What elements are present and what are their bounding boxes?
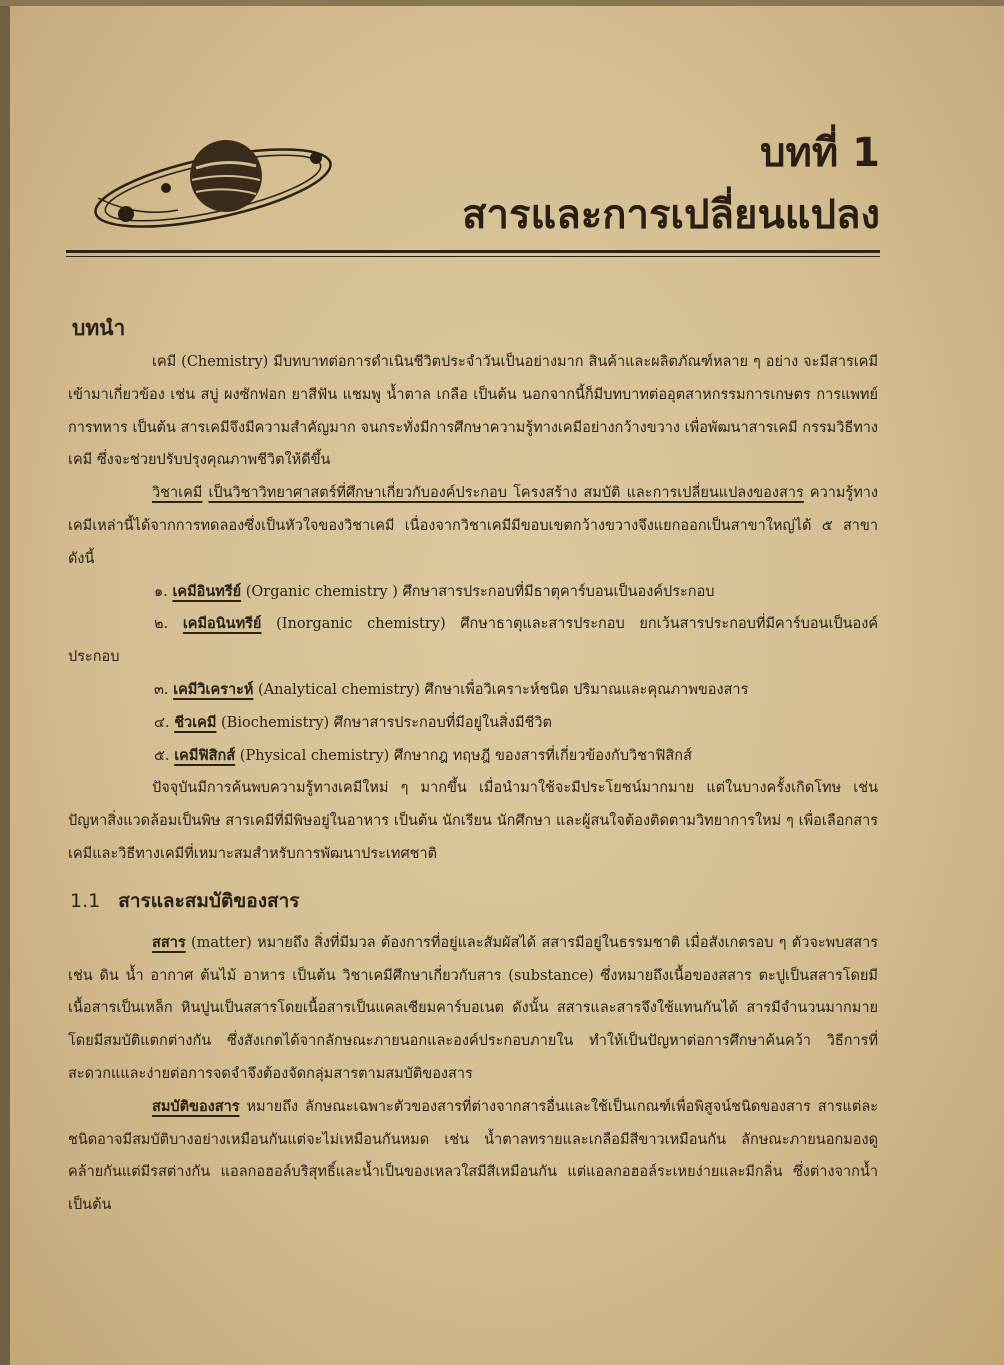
chapter-number: บทที่ 1 <box>760 130 880 176</box>
branch-number: ๕. <box>154 747 170 764</box>
matter-paragraph <box>68 927 878 1091</box>
branch-item <box>68 707 878 740</box>
branch-item <box>68 576 878 609</box>
property-paragraph <box>68 1091 878 1222</box>
page-edge <box>0 0 10 1365</box>
page-edge-top <box>0 0 1004 6</box>
branch-number: ๑. <box>154 583 168 600</box>
intro-paragraph-1: เคมี (Chemistry) มีบทบาทต่อการดำเนินชีวิตประจำวันเป็นอย่างมาก สินค้าและผลิตภัณฑ์หลาย ๆ อย่าง จะมีสารเคมีเข้ามาเกี่ยวข้อง เช่น สบู่ ผงซักฟอก ยาสีฟัน แชมพู น้ำตาล เกลือ เป็นต้น นอกจากนี้ก็มีบทบาทต่ออุตสาหกรรมการเกษตร การแพทย์ การทหาร เป็นต้น สารเคมีจึงมีความสำคัญมาก จนกระทั่งมีการศึกษาความรู้ทางเคมีอย่างกว้างขวาง เพื่อพัฒนาสารเคมี กรรมวิธีทางเคมี ซึ่งจะช่วยปรับปรุงคุณภาพชีวิตให้ดีขึ้น <box>68 354 878 469</box>
branch-desc: (Biochemistry) ศึกษาสารประกอบที่มีอยู่ในสิ่งมีชีวิต <box>221 714 552 731</box>
intro-paragraph-2 <box>68 477 878 575</box>
term-matter: สสาร <box>152 933 186 951</box>
branch-name: เคมีอินทรีย์ <box>172 582 242 600</box>
branch-desc: (Organic chemistry ) ศึกษาสารประกอบที่มีธาตุคาร์บอนเป็นองค์ประกอบ <box>245 583 715 600</box>
section-heading <box>70 881 878 921</box>
term-property: สมบัติของสาร <box>152 1097 240 1115</box>
branch-desc: (Physical chemistry) ศึกษากฎ ทฤษฎี ของสารที่เกี่ยวข้องกับวิชาฟิสิกส์ <box>239 747 692 764</box>
body-text <box>68 346 878 1222</box>
intro-heading: บทนำ <box>72 316 126 340</box>
branch-item <box>68 740 878 773</box>
branch-desc: (Analytical chemistry) ศึกษาเพื่อวิเคราะห์ชนิด ปริมาณและคุณภาพของสาร <box>258 681 749 698</box>
branch-name: เคมีอนินทรีย์ <box>182 615 262 633</box>
property-paragraph-text: หมายถึง ลักษณะเฉพาะตัวของสารที่ต่างจากสารอื่นและใช้เป็นเกณฑ์เพื่อพิสูจน์ชนิดของสาร สารแต่ละชนิดอาจมีสมบัติบางอย่างเหมือนกันแต่จะไม่เหมือนกันหมด เช่น น้ำตาลทรายและเกลือมีสีขาวเหมือนกัน ลักษณะภายนอกมองดูคล้ายกันแต่มีรสต่างกัน แอลกอฮอล์บริสุทธิ์และน้ำเป็นของเหลวใสมีสีเหมือนกัน แต่แอลกอฮอล์ระเหยง่ายและมีกลิ่น ซึ่งต่างจากน้ำ เป็นต้น <box>68 1098 878 1214</box>
branch-name: เคมีฟิสิกส์ <box>174 746 236 764</box>
branch-item <box>68 674 878 707</box>
term-chemistry: วิชาเคมี <box>152 485 203 502</box>
section-number: 1.1 <box>70 889 101 912</box>
intro-paragraph-3: ปัจจุบันมีการค้นพบความรู้ทางเคมีใหม่ ๆ มากขึ้น เมื่อนำมาใช้จะมีประโยชน์มากมาย แต่ในบางครั้งเกิดโทษ เช่น ปัญหาสิ่งแวดล้อมเป็นพิษ สารเคมีที่มีพิษอยู่ในอาหาร เป็นต้น นักเรียน นักศึกษา และผู้สนใจต้องติดตามวิทยาการใหม่ ๆ เพื่อเลือกสารเคมีและวิธีทางเคมีที่เหมาะสมสำหรับการพัฒนาประเทศชาติ <box>68 780 878 862</box>
branch-name: ชีวเคมี <box>174 713 217 731</box>
planet-orbit-icon <box>78 128 348 238</box>
branch-desc: (Inorganic chemistry) ศึกษาธาตุและสารประกอบ ยกเว้นสารประกอบที่มีคาร์บอนเป็นองค์ประกอบ <box>68 616 879 666</box>
branch-number: ๔. <box>154 714 170 731</box>
intro-paragraph-2-rest: ความรู้ทางเคมีเหล่านี้ได้จากการทดลองซึ่งเป็นหัวใจของวิชาเคมี เนื่องจากวิชาเคมีมีขอบเขตกว้างขวางจึงแยกออกเป็นสาขาใหญ่ได้ ๕ สาขา ดังนี้ <box>68 485 879 567</box>
section-title: สารและสมบัติของสาร <box>118 889 300 912</box>
chemistry-definition: เป็นวิชาวิทยาศาสตร์ที่ศึกษาเกี่ยวกับองค์ประกอบ โครงสร้าง สมบัติ และการเปลี่ยนแปลงของสาร <box>208 485 804 502</box>
title-rule <box>66 250 880 253</box>
chapter-title: สารและการเปลี่ยนแปลง <box>462 192 880 238</box>
branch-number: ๓. <box>154 681 169 698</box>
title-rule-thin <box>66 256 880 257</box>
branch-name: เคมีวิเคราะห์ <box>173 680 254 698</box>
branch-number: ๒. <box>154 616 169 633</box>
branch-item <box>68 608 878 674</box>
matter-paragraph-text: (matter) หมายถึง สิ่งที่มีมวล ต้องการที่อยู่และสัมผัสได้ สสารมีอยู่ในธรรมชาติ เมื่อสังเกตรอบ ๆ ตัวจะพบสสาร เช่น ดิน น้ำ อากาศ ต้นไม้ อาหาร เป็นต้น วิชาเคมีศึกษาเกี่ยวกับสาร (substance) ซึ่งหมายถึงเนื้อของสสาร ตะปูเป็นสสารโดยมีเนื้อสารเป็นเหล็ก หินปูนเป็นสสารโดยเนื้อสารเป็นแคลเซียมคาร์บอเนต ดังนั้น สสารและสารจึงใช้แทนกันได้ สารมีจำนวนมากมายโดยมีสมบัติแตกต่างกัน ซึ่งสังเกตได้จากลักษณะภายนอกและองค์ประกอบภายใน ทำให้เป็นปัญหาต่อการศึกษาค้นคว้า วิธีการที่สะดวกแและง่ายต่อการจดจำจึงต้องจัดกลุ่มสารตามสมบัติของสาร <box>68 934 879 1082</box>
